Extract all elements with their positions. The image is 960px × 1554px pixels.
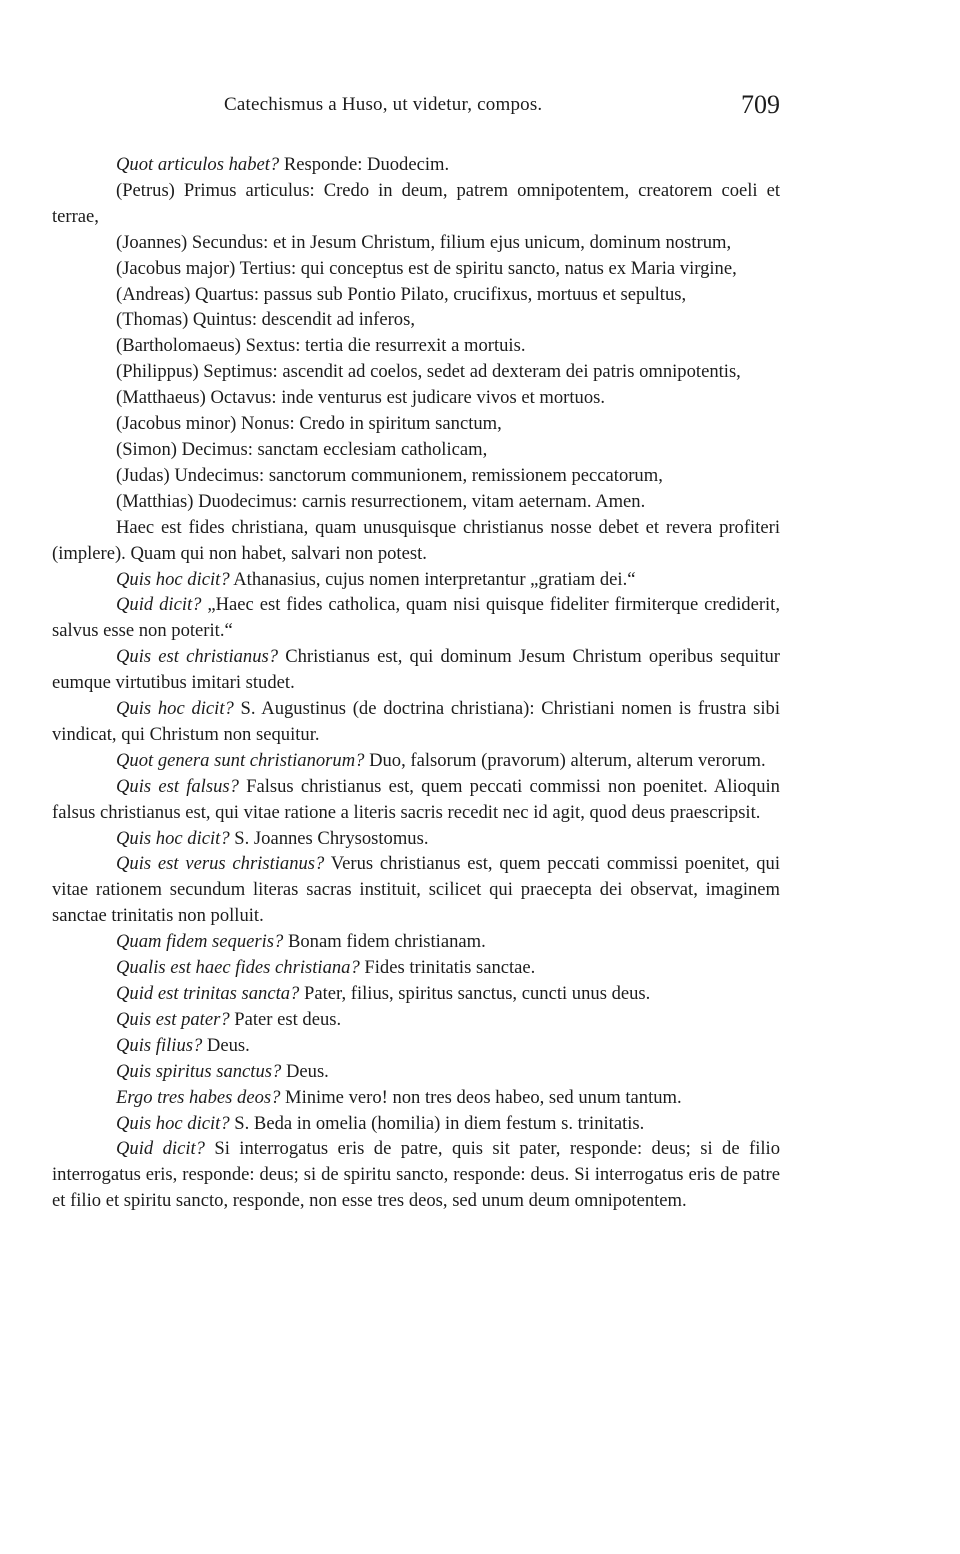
paragraph <box>52 1136 780 1214</box>
page-header <box>52 92 780 124</box>
question-text: Quis filius? <box>116 1034 203 1056</box>
paragraph <box>52 307 780 333</box>
answer-text: (Petrus) Primus articulus: Credo in deum, patrem omnipotentem, creatorem coeli et terrae, <box>52 179 780 227</box>
answer-text: (Simon) Decimus: sanctam ecclesiam catholicam, <box>116 438 488 460</box>
paragraph <box>52 463 780 489</box>
answer-text: Athanasius, cujus nomen interpretantur „gratiam dei.“ <box>229 568 636 590</box>
page-number: 709 <box>741 90 780 119</box>
paragraph <box>52 230 780 256</box>
question-text: Qualis est haec fides christiana? <box>116 957 360 979</box>
question-text: Quam fidem sequeris? <box>116 931 284 953</box>
answer-text: (Judas) Undecimus: sanctorum communionem, remissionem peccatorum, <box>116 464 663 486</box>
answer-text: Deus. <box>281 1060 329 1082</box>
question-text: Quot genera sunt christianorum? <box>116 749 365 771</box>
paragraph <box>52 592 780 644</box>
answer-text: S. Beda in omelia (homilia) in diem festum s. trinitatis. <box>229 1112 645 1134</box>
question-text: Quid dicit? <box>116 1138 205 1160</box>
paragraph <box>52 774 780 826</box>
paragraph <box>52 748 780 774</box>
answer-text: (Andreas) Quartus: passus sub Pontio Pilato, crucifixus, mortuus et sepultus, <box>116 283 687 305</box>
paragraph <box>52 437 780 463</box>
question-text: Quis hoc dicit? <box>116 1112 230 1134</box>
paragraph <box>52 152 780 178</box>
answer-text: (Thomas) Quintus: descendit ad inferos, <box>116 309 415 331</box>
answer-text: (Matthaeus) Octavus: inde venturus est judicare vivos et mortuos. <box>116 387 606 409</box>
answer-text: (Jacobus major) Tertius: qui conceptus est de spiritu sancto, natus ex Maria virgine, <box>116 257 737 279</box>
paragraph <box>52 282 780 308</box>
answer-text: (Matthias) Duodecimus: carnis resurrectionem, vitam aeternam. Amen. <box>116 490 646 512</box>
question-text: Quid est trinitas sancta? <box>116 983 300 1004</box>
answer-text: Deus. <box>202 1034 250 1056</box>
paragraph <box>52 981 780 1007</box>
paragraph <box>52 851 780 929</box>
question-text: Quis est christianus? <box>116 646 279 668</box>
answer-text: (Philippus) Septimus: ascendit ad coelos, sedet ad dexteram dei patris omnipotentis, <box>116 361 741 383</box>
paragraph <box>52 644 780 696</box>
answer-text: Responde: Duodecim. <box>279 154 450 175</box>
answer-text: Pater, filius, spiritus sanctus, cuncti unus deus. <box>299 983 651 1004</box>
question-text: Quid dicit? <box>116 594 202 616</box>
question-text: Quis est falsus? <box>116 775 239 797</box>
paragraph <box>52 955 780 981</box>
paragraph <box>52 333 780 359</box>
answer-text: (Joannes) Secundus: et in Jesum Christum, filium ejus unicum, dominum nostrum, <box>116 231 732 253</box>
body-text <box>52 152 780 1214</box>
paragraph <box>52 826 780 852</box>
paragraph <box>52 178 780 230</box>
paragraph <box>52 1059 780 1085</box>
answer-text: Verus christianus est, quem peccati commissi poenitet, qui vitae rationem secundum literas sacras instituit, scilicet qui praecepta dei observat, imaginem sanctae trinitatis non polluit. <box>52 853 780 927</box>
paragraph <box>52 359 780 385</box>
question-text: Quis spiritus sanctus? <box>116 1060 282 1082</box>
running-title: Catechismus a Huso, ut videtur, compos. <box>224 94 543 115</box>
paragraph <box>52 385 780 411</box>
paragraph <box>52 1033 780 1059</box>
paragraph <box>52 489 780 515</box>
answer-text: Duo, falsorum (pravorum) alterum, alterum verorum. <box>364 749 766 771</box>
answer-text: Christianus est, qui dominum Jesum Christum operibus sequitur eumque virtutibus imitari studet. <box>52 646 780 694</box>
answer-text: „Haec est fides catholica, quam nisi quisque fideliter firmiterque crediderit, salvus esse non poterit.“ <box>52 594 780 642</box>
answer-text: Fides trinitatis sanctae. <box>359 957 536 979</box>
answer-text: Si interrogatus eris de patre, quis sit pater, responde: deus; si de filio interrogatus eris, responde: deus; si de spiritu sancto, responde: deus. Si interrogatus eris de patre et filio et spiritu sancto, responde, non esse tres deos, sed unum deum omnipotentem. <box>52 1138 780 1212</box>
answer-text: Falsus christianus est, quem peccati commissi non poenitet. Alioquin falsus christianus est, qui vitae ratione a literis sacris recedit nec id agit, quod deus praescripsit. <box>52 775 780 823</box>
paragraph <box>52 515 780 567</box>
answer-text: S. Joannes Chrysostomus. <box>229 827 429 849</box>
answer-text: Pater est deus. <box>229 1008 342 1030</box>
paragraph <box>52 567 780 593</box>
answer-text: (Bartholomaeus) Sextus: tertia die resurrexit a mortuis. <box>116 335 526 357</box>
paragraph <box>52 256 780 282</box>
paragraph <box>52 929 780 955</box>
answer-text: Bonam fidem christianam. <box>283 931 486 953</box>
paragraph <box>52 411 780 437</box>
answer-text: Haec est fides christiana, quam unusquisque christianus nosse debet et revera profiteri (implere). Quam qui non habet, salvari non potest. <box>52 516 780 564</box>
answer-text: S. Augustinus (de doctrina christiana): Christiani nomen is frustra sibi vindicat, qui Christum non sequitur. <box>52 698 780 745</box>
answer-text: (Jacobus minor) Nonus: Credo in spiritum sanctum, <box>116 413 502 435</box>
question-text: Quis est verus christianus? <box>116 853 325 875</box>
question-text: Quis hoc dicit? <box>116 827 230 849</box>
question-text: Quis hoc dicit? <box>116 698 234 720</box>
question-text: Ergo tres habes deos? <box>116 1086 281 1108</box>
paragraph <box>52 1085 780 1111</box>
question-text: Quot articulos habet? <box>116 154 280 175</box>
question-text: Quis hoc dicit? <box>116 568 230 590</box>
paragraph <box>52 696 780 748</box>
answer-text: Minime vero! non tres deos habeo, sed unum tantum. <box>280 1086 682 1108</box>
paragraph <box>52 1111 780 1137</box>
question-text: Quis est pater? <box>116 1008 230 1030</box>
paragraph <box>52 1007 780 1033</box>
